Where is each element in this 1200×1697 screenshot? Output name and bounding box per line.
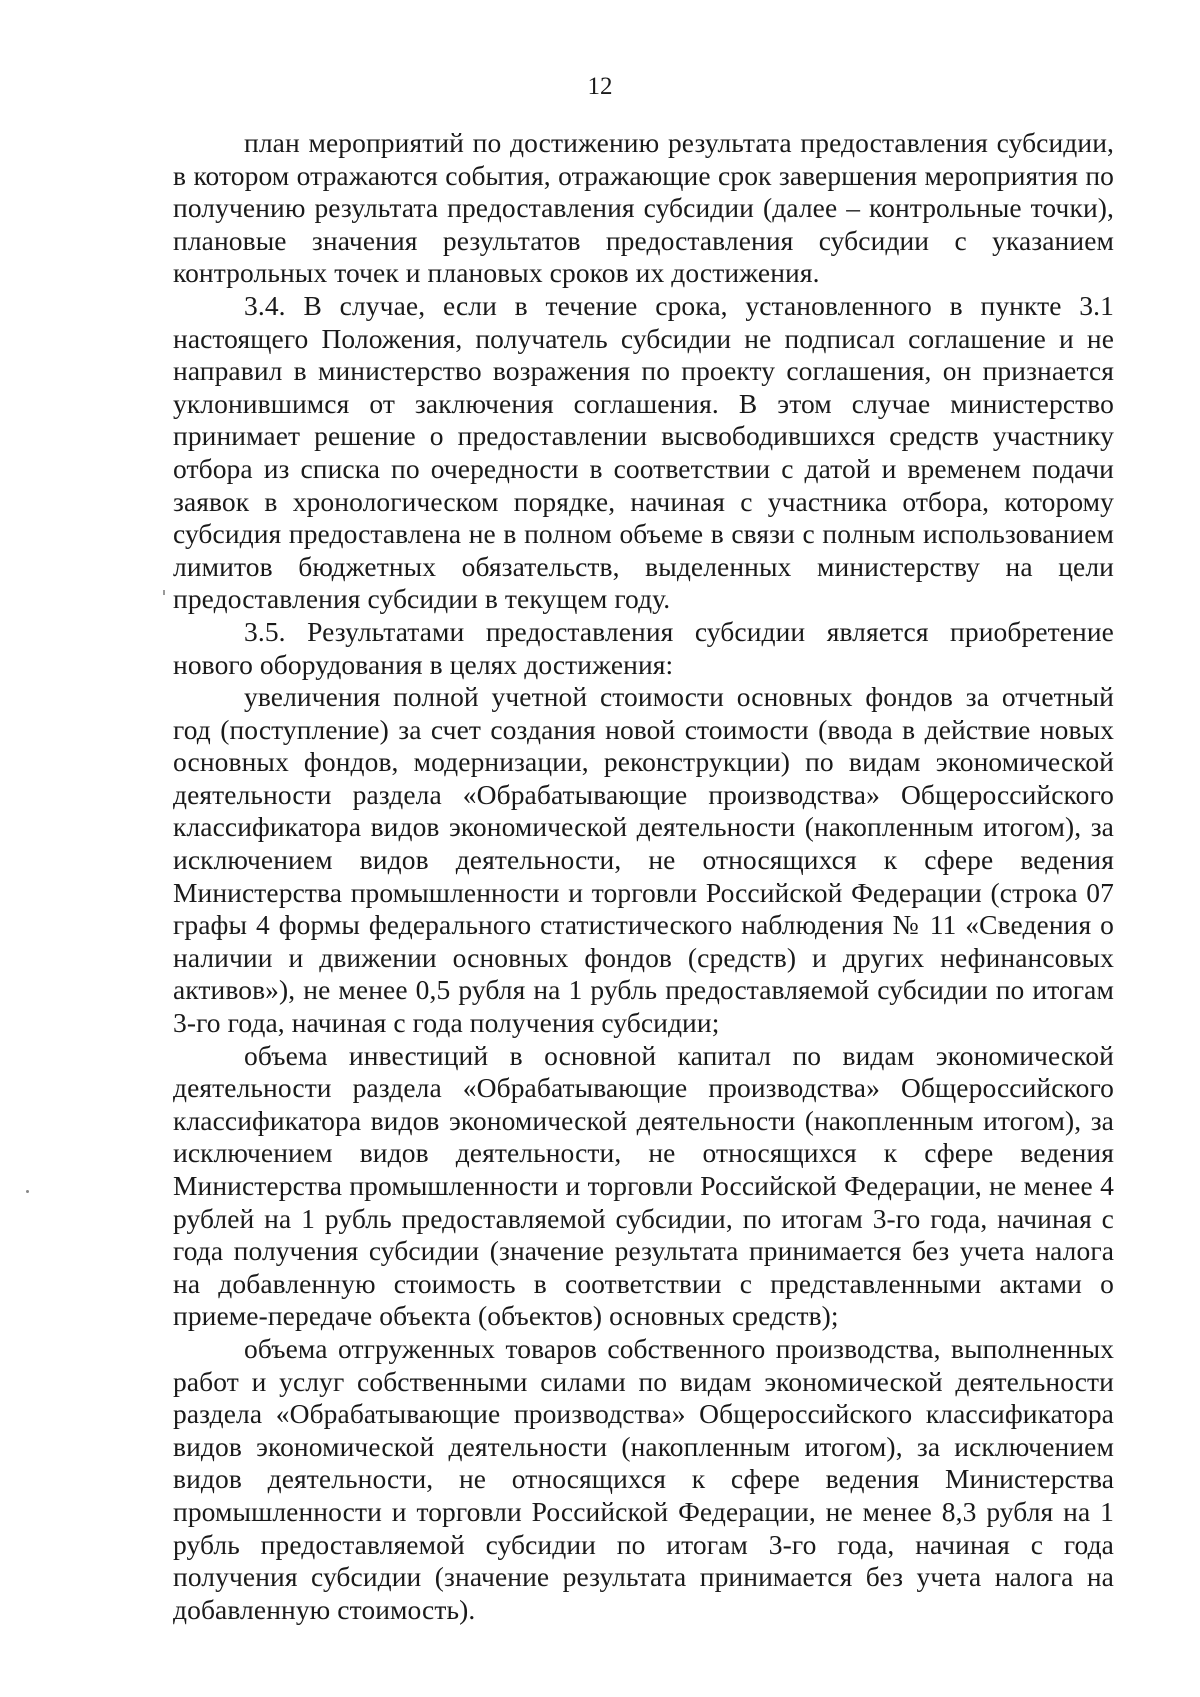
paragraph-shipped-goods: объема отгруженных товаров собственного производства, выполненных работ и услуг собственными силами по видам экономической деятельности раздела «Обрабатывающие производства» Общероссийского классификатора видов экономической деятельности (накопленным итогом), за исключением видов деятельности, не относящихся к сфере ведения Министерства промышленности и торговли Российской Федерации, не менее 8,3 рубля на 1 рубль предоставляемой субсидии по итогам 3-го года, начиная с года получения субсидии (значение результата принимается без учета налога на добавленную стоимость).: [173, 1332, 1114, 1625]
page-number: 12: [587, 73, 613, 100]
paragraph-3-4: 3.4. В случае, если в течение срока, установленного в пункте 3.1 настоящего Положения, получатель субсидии не подписал соглашение и не направил в министерство возражения по проекту соглашения, он признается уклонившимся от заключения соглашения. В этом случае министерство принимает решение о предоставлении высвободившихся средств участнику отбора из списка по очередности в соответствии с датой и временем подачи заявок в хронологическом порядке, начиная с участника отбора, которому субсидия предоставлена не в полном объеме в связи с полным использованием лимитов бюджетных обязательств, выделенных министерству на цели предоставления субсидии в текущем году.: [173, 289, 1114, 615]
scan-artifact-dot: [26, 1190, 29, 1193]
scan-artifact-mark: [163, 590, 165, 595]
paragraph-investments: объема инвестиций в основной капитал по видам экономической деятельности раздела «Обрабатывающие производства» Общероссийского классификатора видов экономической деятельности (накопленным итогом), за исключением видов деятельности, не относящихся к сфере ведения Министерства промышленности и торговли Российской Федерации, не менее 4 рублей на 1 рубль предоставляемой субсидии, по итогам 3-го года, начиная с года получения субсидии (значение результата принимается без учета налога на добавленную стоимость в соответствии с представленными актами о приеме-передаче объекта (объектов) основных средств);: [173, 1039, 1114, 1332]
paragraph-event-plan: план мероприятий по достижению результата предоставления субсидии, в котором отражаются события, отражающие срок завершения мероприятия по получению результата предоставления субсидии (далее – контрольные точки), плановые значения результатов предоставления субсидии с указанием контрольных точек и плановых сроков их достижения.: [173, 127, 1114, 289]
paragraph-3-5: 3.5. Результатами предоставления субсидии является приобретение нового оборудования в целях достижения:: [173, 615, 1114, 680]
paragraph-fixed-assets: увеличения полной учетной стоимости основных фондов за отчетный год (поступление) за счет создания новой стоимости (ввода в действие новых основных фондов, модернизации, реконструкции) по видам экономической деятельности раздела «Обрабатывающие производства» Общероссийского классификатора видов экономической деятельности (накопленным итогом), за исключением видов деятельности, не относящихся к сфере ведения Министерства промышленности и торговли Российской Федерации (строка 07 графы 4 формы федерального статистического наблюдения № 11 «Сведения о наличии и движении основных фондов (средств) и других нефинансовых активов»), не менее 0,5 рубля на 1 рубль предоставляемой субсидии по итогам 3-го года, начиная с года получения субсидии;: [173, 681, 1114, 1039]
document-body: [173, 127, 1114, 1626]
